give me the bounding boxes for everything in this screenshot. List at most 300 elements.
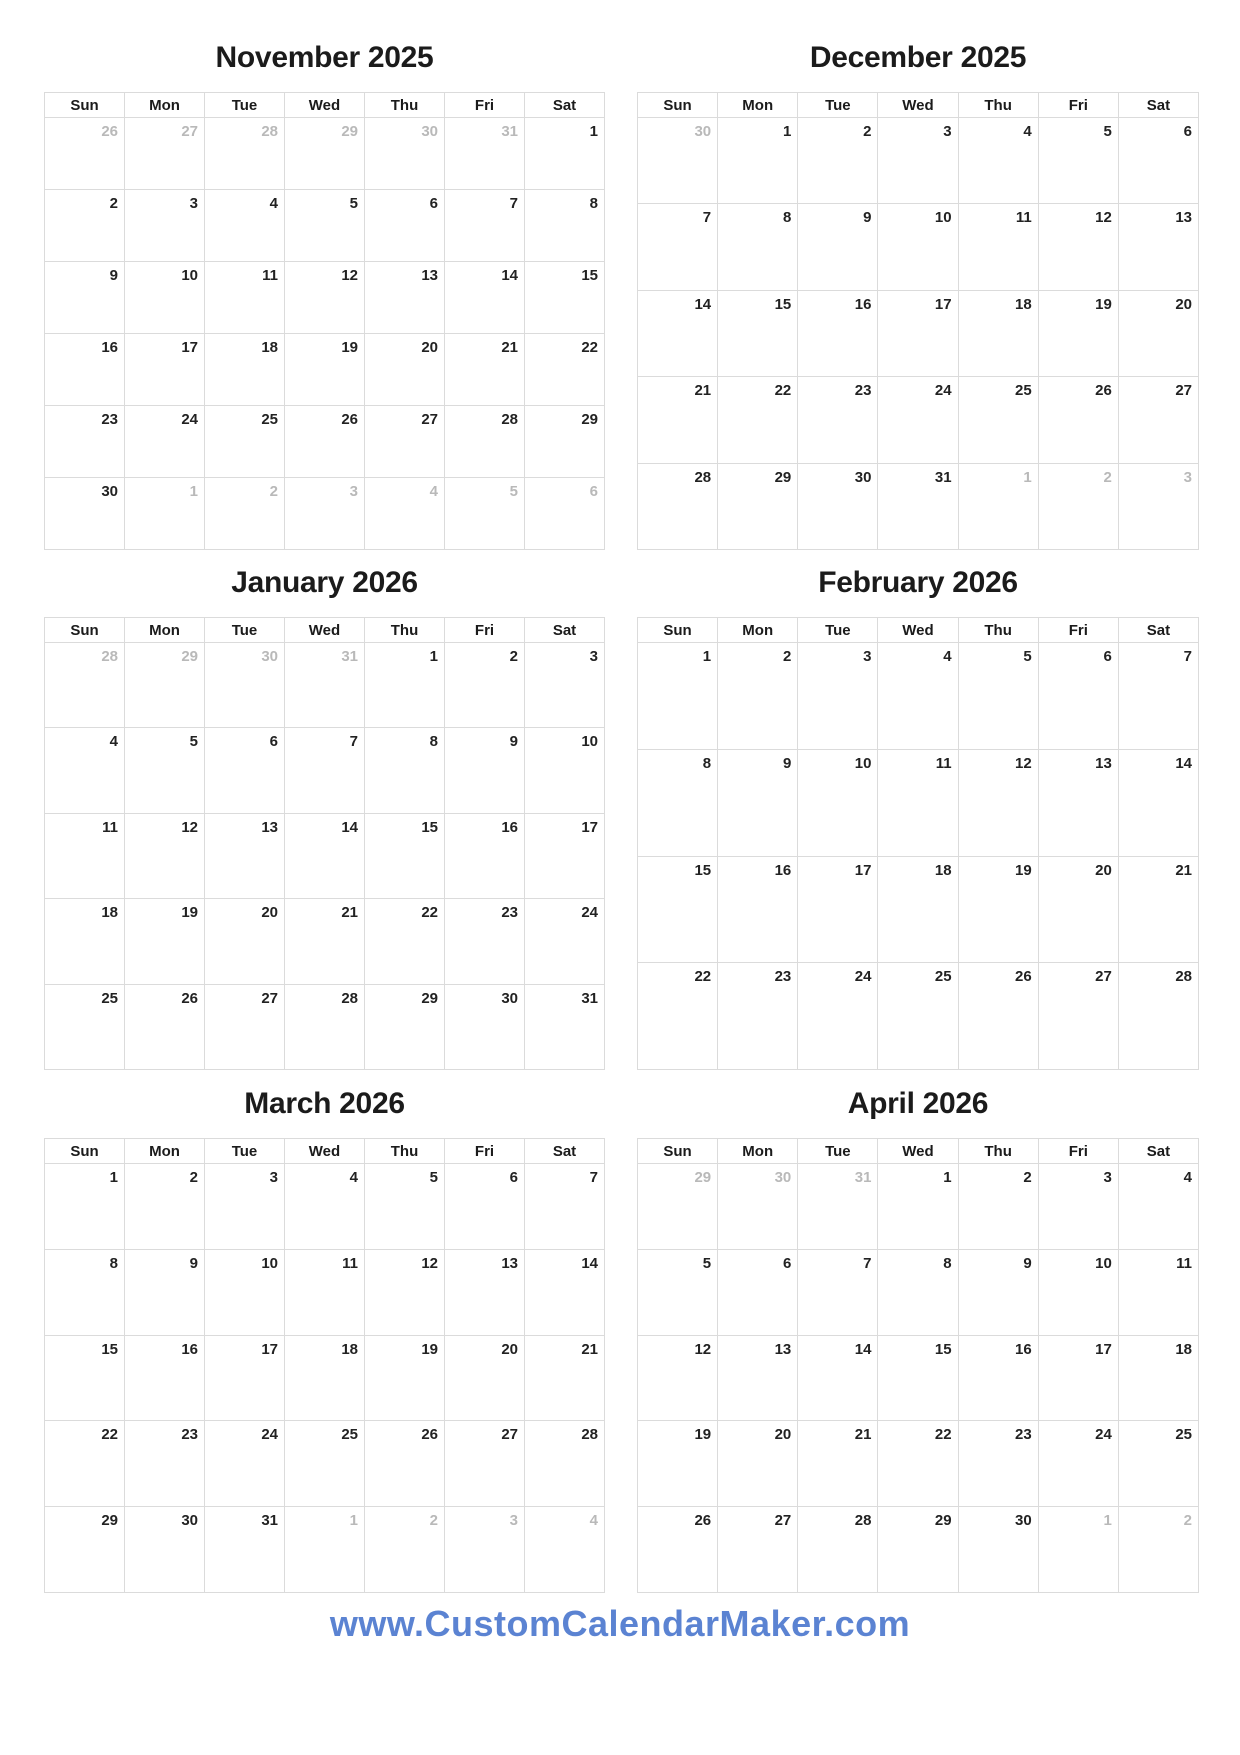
day-cell: 2 [205,478,285,550]
week-row [45,1421,605,1507]
day-cell: 12 [1038,204,1118,290]
day-cell: 4 [958,118,1038,204]
week-row [638,749,1199,856]
day-cell: 7 [285,728,365,813]
day-cell: 28 [285,984,365,1069]
weekday-header: Sun [638,618,718,643]
day-cell: 3 [1038,1164,1118,1250]
day-cell: 2 [445,643,525,728]
weekday-header: Sat [525,93,605,118]
day-cell: 21 [525,1335,605,1421]
day-cell: 28 [638,463,718,549]
day-cell: 9 [718,749,798,856]
month-section-january-2026 [44,567,605,1070]
day-cell: 27 [365,406,445,478]
weekday-header: Sat [525,618,605,643]
day-cell: 30 [958,1507,1038,1593]
week-row [638,963,1199,1070]
weekday-header: Fri [1038,618,1118,643]
day-cell: 18 [205,334,285,406]
day-cell: 13 [1038,749,1118,856]
day-cell: 5 [958,643,1038,750]
day-cell: 22 [525,334,605,406]
day-cell: 4 [285,1164,365,1250]
day-cell: 31 [525,984,605,1069]
day-cell: 4 [205,190,285,262]
day-cell: 1 [1038,1507,1118,1593]
day-cell: 25 [958,377,1038,463]
month-section-march-2026 [44,1088,605,1593]
day-cell: 26 [125,984,205,1069]
weekday-header: Tue [205,618,285,643]
day-cell: 3 [285,478,365,550]
day-cell: 25 [45,984,125,1069]
day-cell: 16 [718,856,798,963]
day-cell: 17 [525,813,605,898]
day-cell: 6 [205,728,285,813]
day-cell: 8 [45,1249,125,1335]
day-cell: 23 [958,1421,1038,1507]
day-cell: 19 [1038,290,1118,376]
day-cell: 9 [45,262,125,334]
weekday-header: Tue [798,618,878,643]
day-cell: 8 [365,728,445,813]
day-cell: 2 [365,1507,445,1593]
day-cell: 17 [878,290,958,376]
day-cell: 22 [638,963,718,1070]
weekday-header: Sat [1118,1139,1198,1164]
day-cell: 10 [1038,1249,1118,1335]
day-cell: 20 [205,899,285,984]
week-row [45,262,605,334]
day-cell: 22 [878,1421,958,1507]
day-cell: 23 [125,1421,205,1507]
weekday-header: Wed [285,618,365,643]
day-cell: 14 [798,1335,878,1421]
day-cell: 31 [878,463,958,549]
day-cell: 15 [525,262,605,334]
day-cell: 18 [45,899,125,984]
day-cell: 11 [958,204,1038,290]
day-cell: 10 [525,728,605,813]
day-cell: 23 [718,963,798,1070]
day-cell: 28 [525,1421,605,1507]
month-title: January 2026 [231,566,418,599]
day-cell: 15 [718,290,798,376]
day-cell: 19 [125,899,205,984]
day-cell: 3 [125,190,205,262]
day-cell: 21 [638,377,718,463]
day-cell: 27 [125,118,205,190]
day-cell: 25 [205,406,285,478]
day-cell: 4 [365,478,445,550]
day-cell: 1 [45,1164,125,1250]
day-cell: 9 [125,1249,205,1335]
weekday-header: Mon [125,1139,205,1164]
day-cell: 24 [525,899,605,984]
day-cell: 25 [1118,1421,1198,1507]
day-cell: 3 [1118,463,1198,549]
week-row [45,190,605,262]
day-cell: 8 [638,749,718,856]
weekday-header: Thu [958,93,1038,118]
week-row [638,1507,1199,1593]
day-cell: 9 [445,728,525,813]
week-row [638,1335,1199,1421]
weekday-header: Thu [958,618,1038,643]
watermark-text: www.CustomCalendarMaker.com [329,1603,911,1644]
day-cell: 18 [878,856,958,963]
day-cell: 23 [798,377,878,463]
weekday-header: Mon [718,1139,798,1164]
day-cell: 28 [1118,963,1198,1070]
week-row [45,1507,605,1593]
day-cell: 26 [45,118,125,190]
day-cell: 1 [638,643,718,750]
week-row [45,899,605,984]
month-title: November 2025 [215,41,434,74]
month-section-february-2026 [637,567,1199,1070]
day-cell: 17 [125,334,205,406]
weekday-header: Mon [718,618,798,643]
weekday-header: Sun [45,1139,125,1164]
week-row [638,1421,1199,1507]
month-title: March 2026 [244,1087,405,1120]
week-row [638,118,1199,204]
day-cell: 5 [125,728,205,813]
day-cell: 13 [365,262,445,334]
day-cell: 2 [958,1164,1038,1250]
weekday-header: Mon [125,618,205,643]
day-cell: 27 [1118,377,1198,463]
day-cell: 16 [445,813,525,898]
day-cell: 14 [445,262,525,334]
weekday-header: Thu [958,1139,1038,1164]
day-cell: 11 [285,1249,365,1335]
weekday-header: Tue [798,1139,878,1164]
weekday-header: Sat [1118,618,1198,643]
week-row [638,204,1199,290]
day-cell: 18 [1118,1335,1198,1421]
month-grid-january-2026 [44,617,605,1070]
day-cell: 26 [638,1507,718,1593]
day-cell: 5 [1038,118,1118,204]
day-cell: 8 [878,1249,958,1335]
day-cell: 24 [1038,1421,1118,1507]
day-cell: 5 [445,478,525,550]
day-cell: 30 [445,984,525,1069]
weekday-header: Tue [205,1139,285,1164]
day-cell: 28 [205,118,285,190]
day-cell: 13 [718,1335,798,1421]
weekday-header: Thu [365,93,445,118]
day-cell: 7 [525,1164,605,1250]
weekday-header: Sat [1118,93,1198,118]
day-cell: 15 [878,1335,958,1421]
day-cell: 2 [718,643,798,750]
month-grid-february-2026 [637,617,1199,1070]
day-cell: 29 [718,463,798,549]
day-cell: 17 [1038,1335,1118,1421]
day-cell: 10 [125,262,205,334]
day-cell: 11 [878,749,958,856]
day-cell: 23 [445,899,525,984]
day-cell: 24 [878,377,958,463]
day-cell: 27 [718,1507,798,1593]
day-cell: 30 [718,1164,798,1250]
week-row [45,334,605,406]
day-cell: 12 [365,1249,445,1335]
day-cell: 13 [1118,204,1198,290]
day-cell: 4 [525,1507,605,1593]
day-cell: 30 [45,478,125,550]
day-cell: 29 [365,984,445,1069]
day-cell: 2 [1118,1507,1198,1593]
week-row [45,984,605,1069]
week-row [638,290,1199,376]
day-cell: 14 [1118,749,1198,856]
day-cell: 29 [125,643,205,728]
day-cell: 7 [638,204,718,290]
day-cell: 5 [285,190,365,262]
weekday-header: Tue [205,93,285,118]
day-cell: 1 [365,643,445,728]
day-cell: 19 [958,856,1038,963]
day-cell: 21 [1118,856,1198,963]
day-cell: 1 [878,1164,958,1250]
day-cell: 3 [798,643,878,750]
weekday-header: Wed [878,618,958,643]
day-cell: 15 [638,856,718,963]
day-cell: 14 [638,290,718,376]
day-cell: 16 [45,334,125,406]
day-cell: 30 [798,463,878,549]
day-cell: 28 [45,643,125,728]
day-cell: 13 [445,1249,525,1335]
week-row [45,813,605,898]
day-cell: 2 [45,190,125,262]
day-cell: 15 [365,813,445,898]
day-cell: 31 [798,1164,878,1250]
day-cell: 5 [638,1249,718,1335]
day-cell: 31 [205,1507,285,1593]
week-row [45,478,605,550]
day-cell: 9 [958,1249,1038,1335]
day-cell: 24 [125,406,205,478]
day-cell: 16 [125,1335,205,1421]
day-cell: 15 [45,1335,125,1421]
week-row [45,406,605,478]
day-cell: 19 [638,1421,718,1507]
day-cell: 27 [1038,963,1118,1070]
month-grid-march-2026 [44,1138,605,1593]
day-cell: 6 [445,1164,525,1250]
day-cell: 19 [285,334,365,406]
day-cell: 31 [285,643,365,728]
weekday-header: Sun [638,1139,718,1164]
day-cell: 11 [205,262,285,334]
week-row [638,1164,1199,1250]
day-cell: 22 [45,1421,125,1507]
day-cell: 4 [878,643,958,750]
day-cell: 30 [125,1507,205,1593]
day-cell: 14 [285,813,365,898]
month-grid-november-2025 [44,92,605,550]
day-cell: 6 [365,190,445,262]
day-cell: 17 [798,856,878,963]
day-cell: 12 [958,749,1038,856]
day-cell: 10 [205,1249,285,1335]
day-cell: 2 [798,118,878,204]
day-cell: 4 [1118,1164,1198,1250]
day-cell: 25 [285,1421,365,1507]
day-cell: 28 [798,1507,878,1593]
weekday-header: Sun [45,618,125,643]
day-cell: 24 [205,1421,285,1507]
day-cell: 4 [45,728,125,813]
day-cell: 21 [285,899,365,984]
day-cell: 12 [285,262,365,334]
day-cell: 19 [365,1335,445,1421]
day-cell: 9 [798,204,878,290]
week-row [638,643,1199,750]
day-cell: 30 [205,643,285,728]
week-row [45,728,605,813]
day-cell: 1 [125,478,205,550]
month-section-december-2025 [637,42,1199,550]
day-cell: 3 [205,1164,285,1250]
day-cell: 6 [718,1249,798,1335]
day-cell: 7 [1118,643,1198,750]
day-cell: 8 [718,204,798,290]
day-cell: 3 [878,118,958,204]
day-cell: 6 [525,478,605,550]
day-cell: 26 [1038,377,1118,463]
weekday-header: Sun [45,93,125,118]
day-cell: 13 [205,813,285,898]
day-cell: 26 [285,406,365,478]
day-cell: 20 [1038,856,1118,963]
weekday-header: Sat [525,1139,605,1164]
weekday-header: Fri [1038,93,1118,118]
day-cell: 20 [1118,290,1198,376]
day-cell: 26 [365,1421,445,1507]
day-cell: 18 [958,290,1038,376]
week-row [638,377,1199,463]
weekday-header: Fri [445,1139,525,1164]
day-cell: 22 [718,377,798,463]
day-cell: 12 [125,813,205,898]
day-cell: 21 [798,1421,878,1507]
day-cell: 16 [958,1335,1038,1421]
day-cell: 1 [525,118,605,190]
day-cell: 8 [525,190,605,262]
day-cell: 29 [285,118,365,190]
day-cell: 30 [638,118,718,204]
weekday-header: Wed [285,1139,365,1164]
day-cell: 11 [1118,1249,1198,1335]
day-cell: 27 [205,984,285,1069]
day-cell: 1 [718,118,798,204]
weekday-header: Wed [878,93,958,118]
week-row [45,1335,605,1421]
day-cell: 3 [525,643,605,728]
day-cell: 29 [45,1507,125,1593]
day-cell: 12 [638,1335,718,1421]
day-cell: 20 [445,1335,525,1421]
weekday-header: Fri [1038,1139,1118,1164]
day-cell: 27 [445,1421,525,1507]
day-cell: 22 [365,899,445,984]
day-cell: 17 [205,1335,285,1421]
day-cell: 23 [45,406,125,478]
week-row [45,118,605,190]
weekday-header: Mon [125,93,205,118]
day-cell: 18 [285,1335,365,1421]
weekday-header: Wed [285,93,365,118]
month-title: April 2026 [847,1087,989,1120]
week-row [45,1164,605,1250]
weekday-header: Wed [878,1139,958,1164]
day-cell: 29 [638,1164,718,1250]
month-section-november-2025 [44,42,605,550]
day-cell: 31 [445,118,525,190]
day-cell: 25 [878,963,958,1070]
day-cell: 10 [798,749,878,856]
weekday-header: Thu [365,618,445,643]
month-grid-december-2025 [637,92,1199,550]
weekday-header: Fri [445,93,525,118]
weekday-header: Tue [798,93,878,118]
day-cell: 29 [878,1507,958,1593]
day-cell: 6 [1118,118,1198,204]
day-cell: 28 [445,406,525,478]
day-cell: 5 [365,1164,445,1250]
day-cell: 14 [525,1249,605,1335]
day-cell: 24 [798,963,878,1070]
week-row [638,463,1199,549]
weekday-header: Mon [718,93,798,118]
day-cell: 26 [958,963,1038,1070]
day-cell: 7 [798,1249,878,1335]
day-cell: 29 [525,406,605,478]
weekday-header: Thu [365,1139,445,1164]
month-section-april-2026 [637,1088,1199,1593]
month-grid-april-2026 [637,1138,1199,1593]
day-cell: 21 [445,334,525,406]
weekday-header: Fri [445,618,525,643]
day-cell: 20 [718,1421,798,1507]
weekday-header: Sun [638,93,718,118]
day-cell: 2 [1038,463,1118,549]
day-cell: 20 [365,334,445,406]
week-row [45,1249,605,1335]
day-cell: 2 [125,1164,205,1250]
month-title: February 2026 [818,566,1018,599]
day-cell: 6 [1038,643,1118,750]
day-cell: 3 [445,1507,525,1593]
week-row [638,856,1199,963]
day-cell: 16 [798,290,878,376]
day-cell: 10 [878,204,958,290]
day-cell: 11 [45,813,125,898]
month-title: December 2025 [809,41,1027,74]
day-cell: 7 [445,190,525,262]
day-cell: 1 [285,1507,365,1593]
week-row [638,1249,1199,1335]
day-cell: 30 [365,118,445,190]
week-row [45,643,605,728]
